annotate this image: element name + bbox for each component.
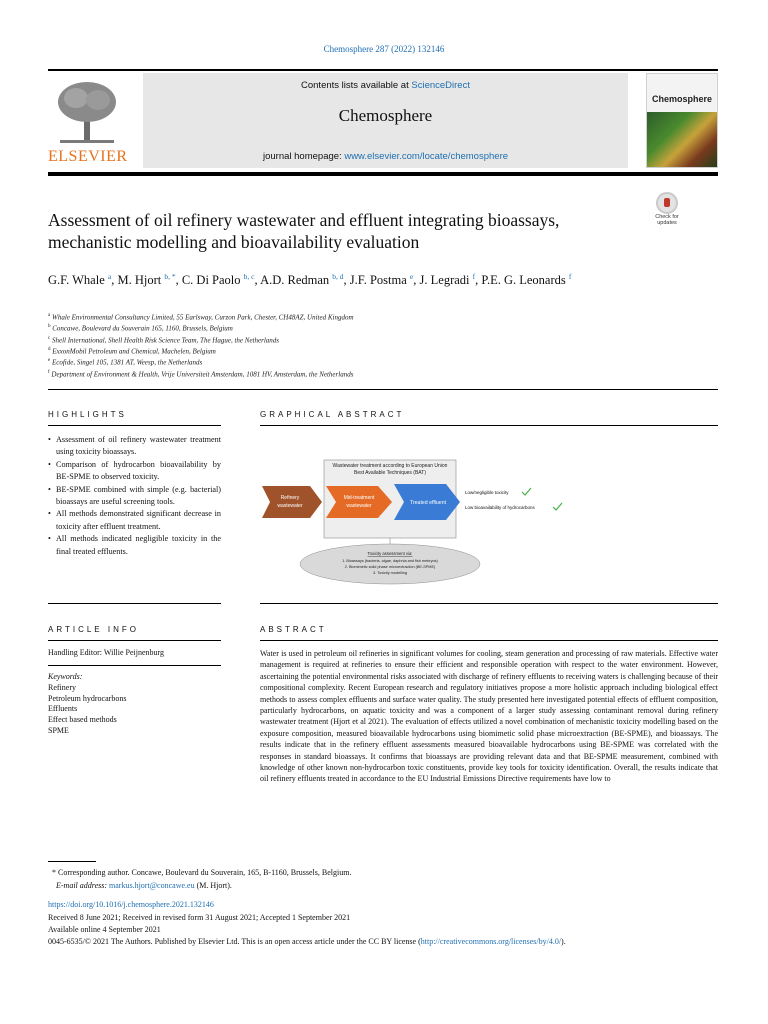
keyword-item: Effect based methods [48,715,117,725]
author-separator: , [343,273,350,288]
author-separator: , [254,273,261,288]
article-title-line-2: mechanistic modelling and bioavailability evaluation [48,232,420,252]
article-info-rule [48,640,221,641]
author-name[interactable]: G.F. Whale [48,273,105,288]
journal-name: Chemosphere [338,106,433,125]
author-name[interactable]: A.D. Redman [260,273,330,288]
affiliation-item [48,345,668,356]
author-name[interactable]: M. Hjort [117,273,162,288]
affiliation-text: Department of Environment & Health, Vrije Universiteit Amsterdam, 1081 HV, Amsterdam, the Netherlands [51,369,354,378]
author-name[interactable]: J. Legradi [419,273,470,288]
keyword-item: SPME [48,725,69,735]
check-updates-line-1: Check for [655,214,679,220]
online-date: Available online 4 September 2021 [48,925,161,934]
affiliation-text: Concawe, Boulevard du Souverain 165, 1160, Brussels, Belgium [52,324,233,333]
affiliation-item [48,334,668,345]
elsevier-tree-icon [54,78,120,148]
highlights-bottom-rule [48,603,221,604]
highlight-item: • All methods indicated negligible toxicity in the final treated effluents. [48,533,221,558]
corresponding-author-note: * Corresponding author. Concawe, Boulevard du Souverain, 165, B-1160, Brussels, Belgium. [48,868,352,877]
affiliation-marker: b [48,324,51,330]
arrow3-label: Treated effluent [409,500,447,506]
affiliation-item [48,311,668,322]
article-title [48,209,638,253]
author-affiliation-marker[interactable]: f [568,272,572,281]
graphical-abstract-rule [260,425,718,426]
affiliation-marker: c [48,335,51,341]
affiliation-marker: f [48,369,50,375]
author-affiliation-marker[interactable]: a [107,272,112,281]
publisher-name: ELSEVIER [48,148,128,165]
handling-editor: Handling Editor: Willie Peijnenburg [48,648,165,657]
contents-line [143,80,628,91]
author-affiliation-marker[interactable]: b, d [332,272,344,281]
sciencedirect-link[interactable]: ScienceDirect [411,80,470,91]
arrow1-line-2: wastewater [277,503,303,509]
author-affiliation-marker[interactable]: f [472,272,476,281]
section-divider [48,389,718,390]
check-mark-icon [522,488,531,495]
cover-image [647,112,717,168]
highlights-list [48,434,221,558]
footnote-block [48,866,351,892]
refinery-wastewater-arrow [262,486,322,518]
affiliation-marker: d [48,346,51,352]
ellipse-item: 1. Bioassays (bacteria, algae, daphnia and fish embryos) [342,559,438,563]
article-info-heading: ARTICLE INFO [48,625,139,634]
footnote-rule [48,861,96,862]
received-dates: Received 8 June 2021; Received in revised form 31 August 2021; Accepted 1 September 2021 [48,913,351,922]
keywords-block [48,672,126,737]
check-updates-label [648,214,686,226]
check-updates-icon [656,192,678,214]
cover-title: Chemosphere [651,94,713,104]
ellipse-item: 2. Biomimetic solid phase microextraction (BE-SPME) [344,565,436,569]
graphical-abstract-figure[interactable] [260,456,585,586]
author-separator: , [413,273,420,288]
journal-cover[interactable] [646,73,718,168]
highlights-rule [48,425,221,426]
elsevier-logo[interactable] [48,78,126,166]
author-list [48,268,648,289]
affiliation-text: ExxonMobil Petroleum and Chemical, Machelen, Belgium [52,347,216,356]
email-suffix: (M. Hjort). [194,881,232,890]
keywords-label: Keywords: [48,672,83,681]
license-prefix: 0045-6535/© 2021 The Authors. Published by Elsevier Ltd. This is an open access article under the CC BY license ( [48,937,421,946]
ellipse-item: 3. Toxicity modelling [373,571,407,575]
arrow1-line-1: Refinery [280,495,300,501]
email-link[interactable]: markus.hjort@concawe.eu [109,881,195,890]
license-suffix: ). [561,937,566,946]
author-name[interactable]: C. Di Paolo [181,273,241,288]
keyword-item: Effluents [48,704,78,714]
email-label: E-mail address: [56,881,108,890]
affiliation-item [48,368,668,379]
license-link[interactable]: http://creativecommons.org/licenses/by/4.0/ [420,937,562,946]
author-separator: , [111,273,118,288]
abstract-body: Water is used in petroleum oil refineries in significant volumes for cooling, steam generation and processing of raw materials. Effective water management is required at refineries to ensure their efficient and responsible operation with respect to the water environment. However, ascertaining the potential environmental risks associated with discharge of refinery effluents to receiving waters is challenging because of their compositional complexity. Recent European research and regulatory initiatives propose a more holistic approach including biological effect methods to assess complex effluents and surface water quality. The study presented here investigated potential effects of effluent composition, particularly hydrocarbons, on aquatic toxicity and was a component of a larger study assessing contaminant removal during refinery wastewater treatment (Hjort et al 2021). The evaluation of effects utilized a novel combination of mechanistic toxicity modelling based on the exposure composition, measured bioavailable hydrocarbons using biomimetic solid phase microextraction (BE-SPME), and bioassays. The results indicate that in the refinery effluent assessments measured bioavailable hydrocarbons using BE-SPME was correlated with the responses in standard bioassays. It confirms that bioassays are providing relevant data and that BE-SPME measurement, combined with knowledge of other known non-hydrocarbon toxic constituents, provide key tools for toxicity identification. Overall, the results indicate that oil refinery effluents treated in accordance to the EU Industrial Emissions Directive requirements have low to [260,649,718,784]
arrow2-line-2: wastewater [346,503,372,509]
arrow2-line-1: Mid-treatment [343,495,375,501]
header-rule-top [48,69,718,71]
affiliation-text: Ecofide, Singel 105, 1381 AT, Weesp, the Netherlands [51,358,203,367]
check-mark-icon [553,503,562,510]
journal-homepage-link[interactable]: www.elsevier.com/locate/chemosphere [344,151,509,162]
highlight-item: • Assessment of oil refinery wastewater treatment using toxicity bioassays. [48,434,221,459]
affiliation-marker: e [48,358,51,364]
corresponding-author-text: Corresponding author. Concawe, Boulevard du Souverain, 165, B-1160, Brussels, Belgium. [58,868,352,877]
doi-link[interactable]: https://doi.org/10.1016/j.chemosphere.2021.132146 [48,900,214,909]
graphical-abstract-heading: GRAPHICAL ABSTRACT [260,410,405,419]
article-title-line-1: Assessment of oil refinery wastewater and effluent integrating bioassays, [48,210,560,230]
author-separator: , [475,273,482,288]
keyword-item: Petroleum hydrocarbons [48,693,127,703]
author-name[interactable]: J.F. Postma [349,273,407,288]
highlight-item: • All methods demonstrated significant decrease in toxicity after effluent treatment. [48,508,221,533]
journal-header-box [143,73,628,168]
highlight-item: • Comparison of hydrocarbon bioavailability by BE-SPME to observed toxicity. [48,459,221,484]
author-affiliation-marker[interactable]: e [409,272,414,281]
affiliation-text: Whale Environmental Consultancy Limited, 55 Earlsway, Curzon Park, Chester, CH48AZ, United Kingdom [51,313,354,322]
handling-editor-rule [48,665,221,666]
highlights-heading: HIGHLIGHTS [48,410,127,419]
check-for-updates-badge[interactable] [648,192,686,228]
ellipse-title: Toxicity assessment via: [367,551,413,556]
graphical-abstract-bottom-rule [260,603,718,604]
bat-title-line-1: Wastewater treatment according to European Union [332,463,448,469]
header-rule-bottom [48,172,718,176]
affiliation-item [48,356,668,367]
abstract-rule [260,640,718,641]
keyword-item: Refinery [48,682,76,692]
email-line [48,879,351,892]
author-name[interactable]: P.E. G. Leonards [481,273,566,288]
abstract-heading: ABSTRACT [260,625,327,634]
result-bioavailability-label: Low bioavailability of hydrocarbons [465,505,535,510]
homepage-prefix: journal homepage: [262,151,345,162]
license-line [48,936,566,948]
result-toxicity-label: Low/negligible toxicity [465,490,509,495]
author-affiliation-marker[interactable]: b, c [243,272,255,281]
journal-citation[interactable]: Chemosphere 287 (2022) 132146 [323,44,445,54]
highlight-item: • BE-SPME combined with simple (e.g. bacterial) bioassays are useful screening tools. [48,484,221,509]
bat-title-line-2: Best Available Techniques (BAT) [354,470,426,476]
contents-prefix: Contents lists available at [301,80,412,91]
homepage-line [143,151,628,162]
publication-history [48,912,566,948]
author-affiliation-marker[interactable]: b, * [164,272,176,281]
assessment-ellipse [300,544,480,584]
affiliation-marker: a [48,313,51,318]
check-updates-line-2: updates [657,220,677,226]
affiliation-list [48,311,668,379]
affiliation-item [48,322,668,333]
affiliation-text: Shell International, Shell Health Risk Science Team, The Hague, the Netherlands [51,335,279,344]
author-separator: , [175,273,182,288]
